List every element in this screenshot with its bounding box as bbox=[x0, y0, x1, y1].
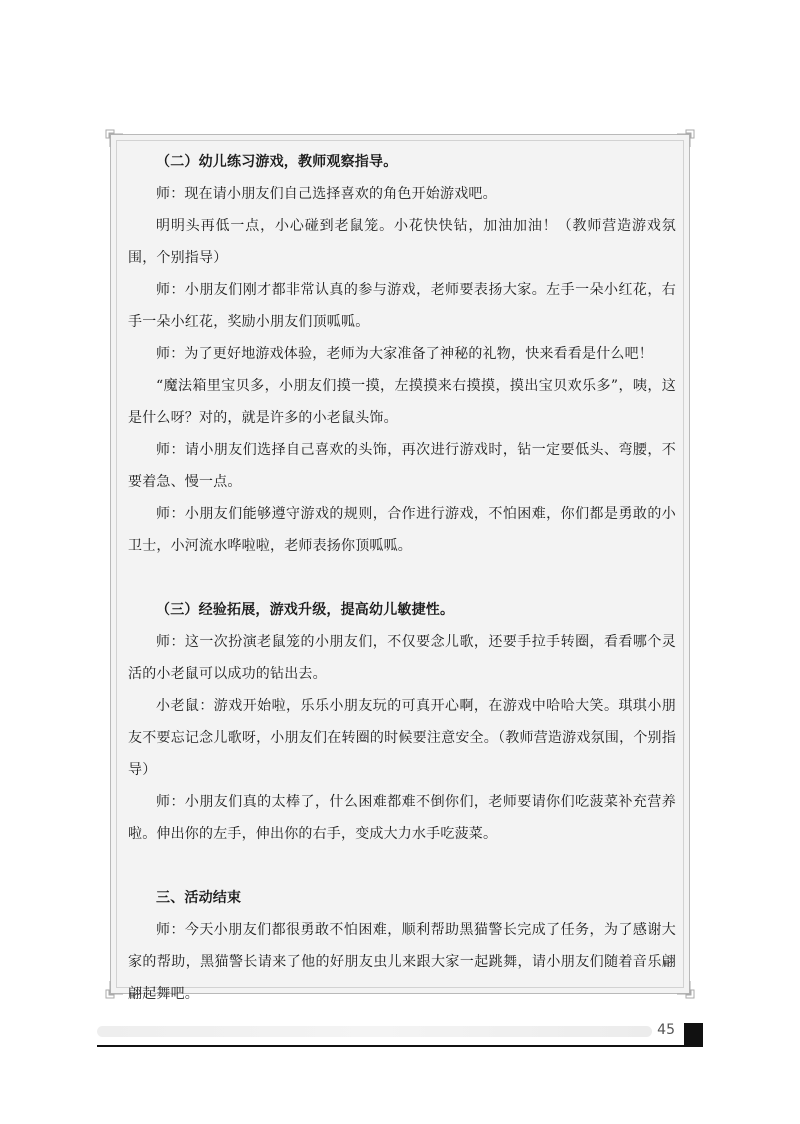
section-spacer bbox=[128, 562, 676, 594]
section-heading: （二）幼儿练习游戏，教师观察指导。 bbox=[156, 154, 398, 170]
paragraph: 小老鼠：游戏开始啦，乐乐小朋友玩的可真开心啊，在游戏中哈哈大笑。琪琪小朋友不要忘记念儿歌呀，小朋友们在转圈的时候要注意安全。（教师营造游戏氛围，个别指导） bbox=[128, 698, 676, 778]
paragraph: 明明头再低一点，小心碰到老鼠笼。小花快快钻，加油加油！（教师营造游戏氛围，个别指导） bbox=[128, 218, 676, 266]
paragraph: 师：这一次扮演老鼠笼的小朋友们，不仅要念儿歌，还要手拉手转圈，看看哪个灵活的小老鼠可以成功的钻出去。 bbox=[128, 634, 676, 682]
paragraph: 师：今天小朋友们都很勇敢不怕困难，顺利帮助黑猫警长完成了任务，为了感谢大家的帮助，黑猫警长请来了他的好朋友虫儿来跟大家一起跳舞，请小朋友们随着音乐翩翩起舞吧。 bbox=[128, 922, 676, 1002]
page-body-text bbox=[128, 146, 676, 1010]
paragraph: 师：小朋友们能够遵守游戏的规则，合作进行游戏，不怕困难，你们都是勇敢的小卫士，小河流水哗啦啦，老师表扬你顶呱呱。 bbox=[128, 506, 676, 554]
frame-corner-ornament-icon bbox=[675, 127, 697, 149]
paragraph: 师：现在请小朋友们自己选择喜欢的角色开始游戏吧。 bbox=[156, 186, 497, 202]
footer-rule bbox=[97, 1045, 703, 1047]
paragraph: “魔法箱里宝贝多，小朋友们摸一摸，左摸摸来右摸摸，摸出宝贝欢乐多”，咦，这是什么呀？对的，就是许多的小老鼠头饰。 bbox=[128, 378, 676, 426]
page-number: 45 bbox=[657, 1022, 675, 1038]
paragraph: 师：小朋友们刚才都非常认真的参与游戏，老师要表扬大家。左手一朵小红花，右手一朵小红花，奖励小朋友们顶呱呱。 bbox=[128, 282, 676, 330]
frame-corner-ornament-icon bbox=[103, 979, 125, 1001]
section-heading: 三、活动结束 bbox=[156, 890, 242, 906]
footer-marker-block bbox=[684, 1023, 703, 1047]
footer-decorative-bar bbox=[97, 1026, 652, 1037]
paragraph: 师：为了更好地游戏体验，老师为大家准备了神秘的礼物，快来看看是什么吧！ bbox=[156, 346, 653, 362]
paragraph: 师：请小朋友们选择自己喜欢的头饰，再次进行游戏时，钻一定要低头、弯腰，不要着急、慢一点。 bbox=[128, 442, 676, 490]
paragraph: 师：小朋友们真的太棒了，什么困难都难不倒你们，老师要请你们吃菠菜补充营养啦。伸出你的左手，伸出你的右手，变成大力水手吃菠菜。 bbox=[128, 794, 676, 842]
section-heading: （三）经验拓展，游戏升级，提高幼儿敏捷性。 bbox=[156, 602, 455, 618]
frame-corner-ornament-icon bbox=[103, 127, 125, 149]
frame-corner-ornament-icon bbox=[675, 979, 697, 1001]
section-spacer bbox=[128, 850, 676, 882]
